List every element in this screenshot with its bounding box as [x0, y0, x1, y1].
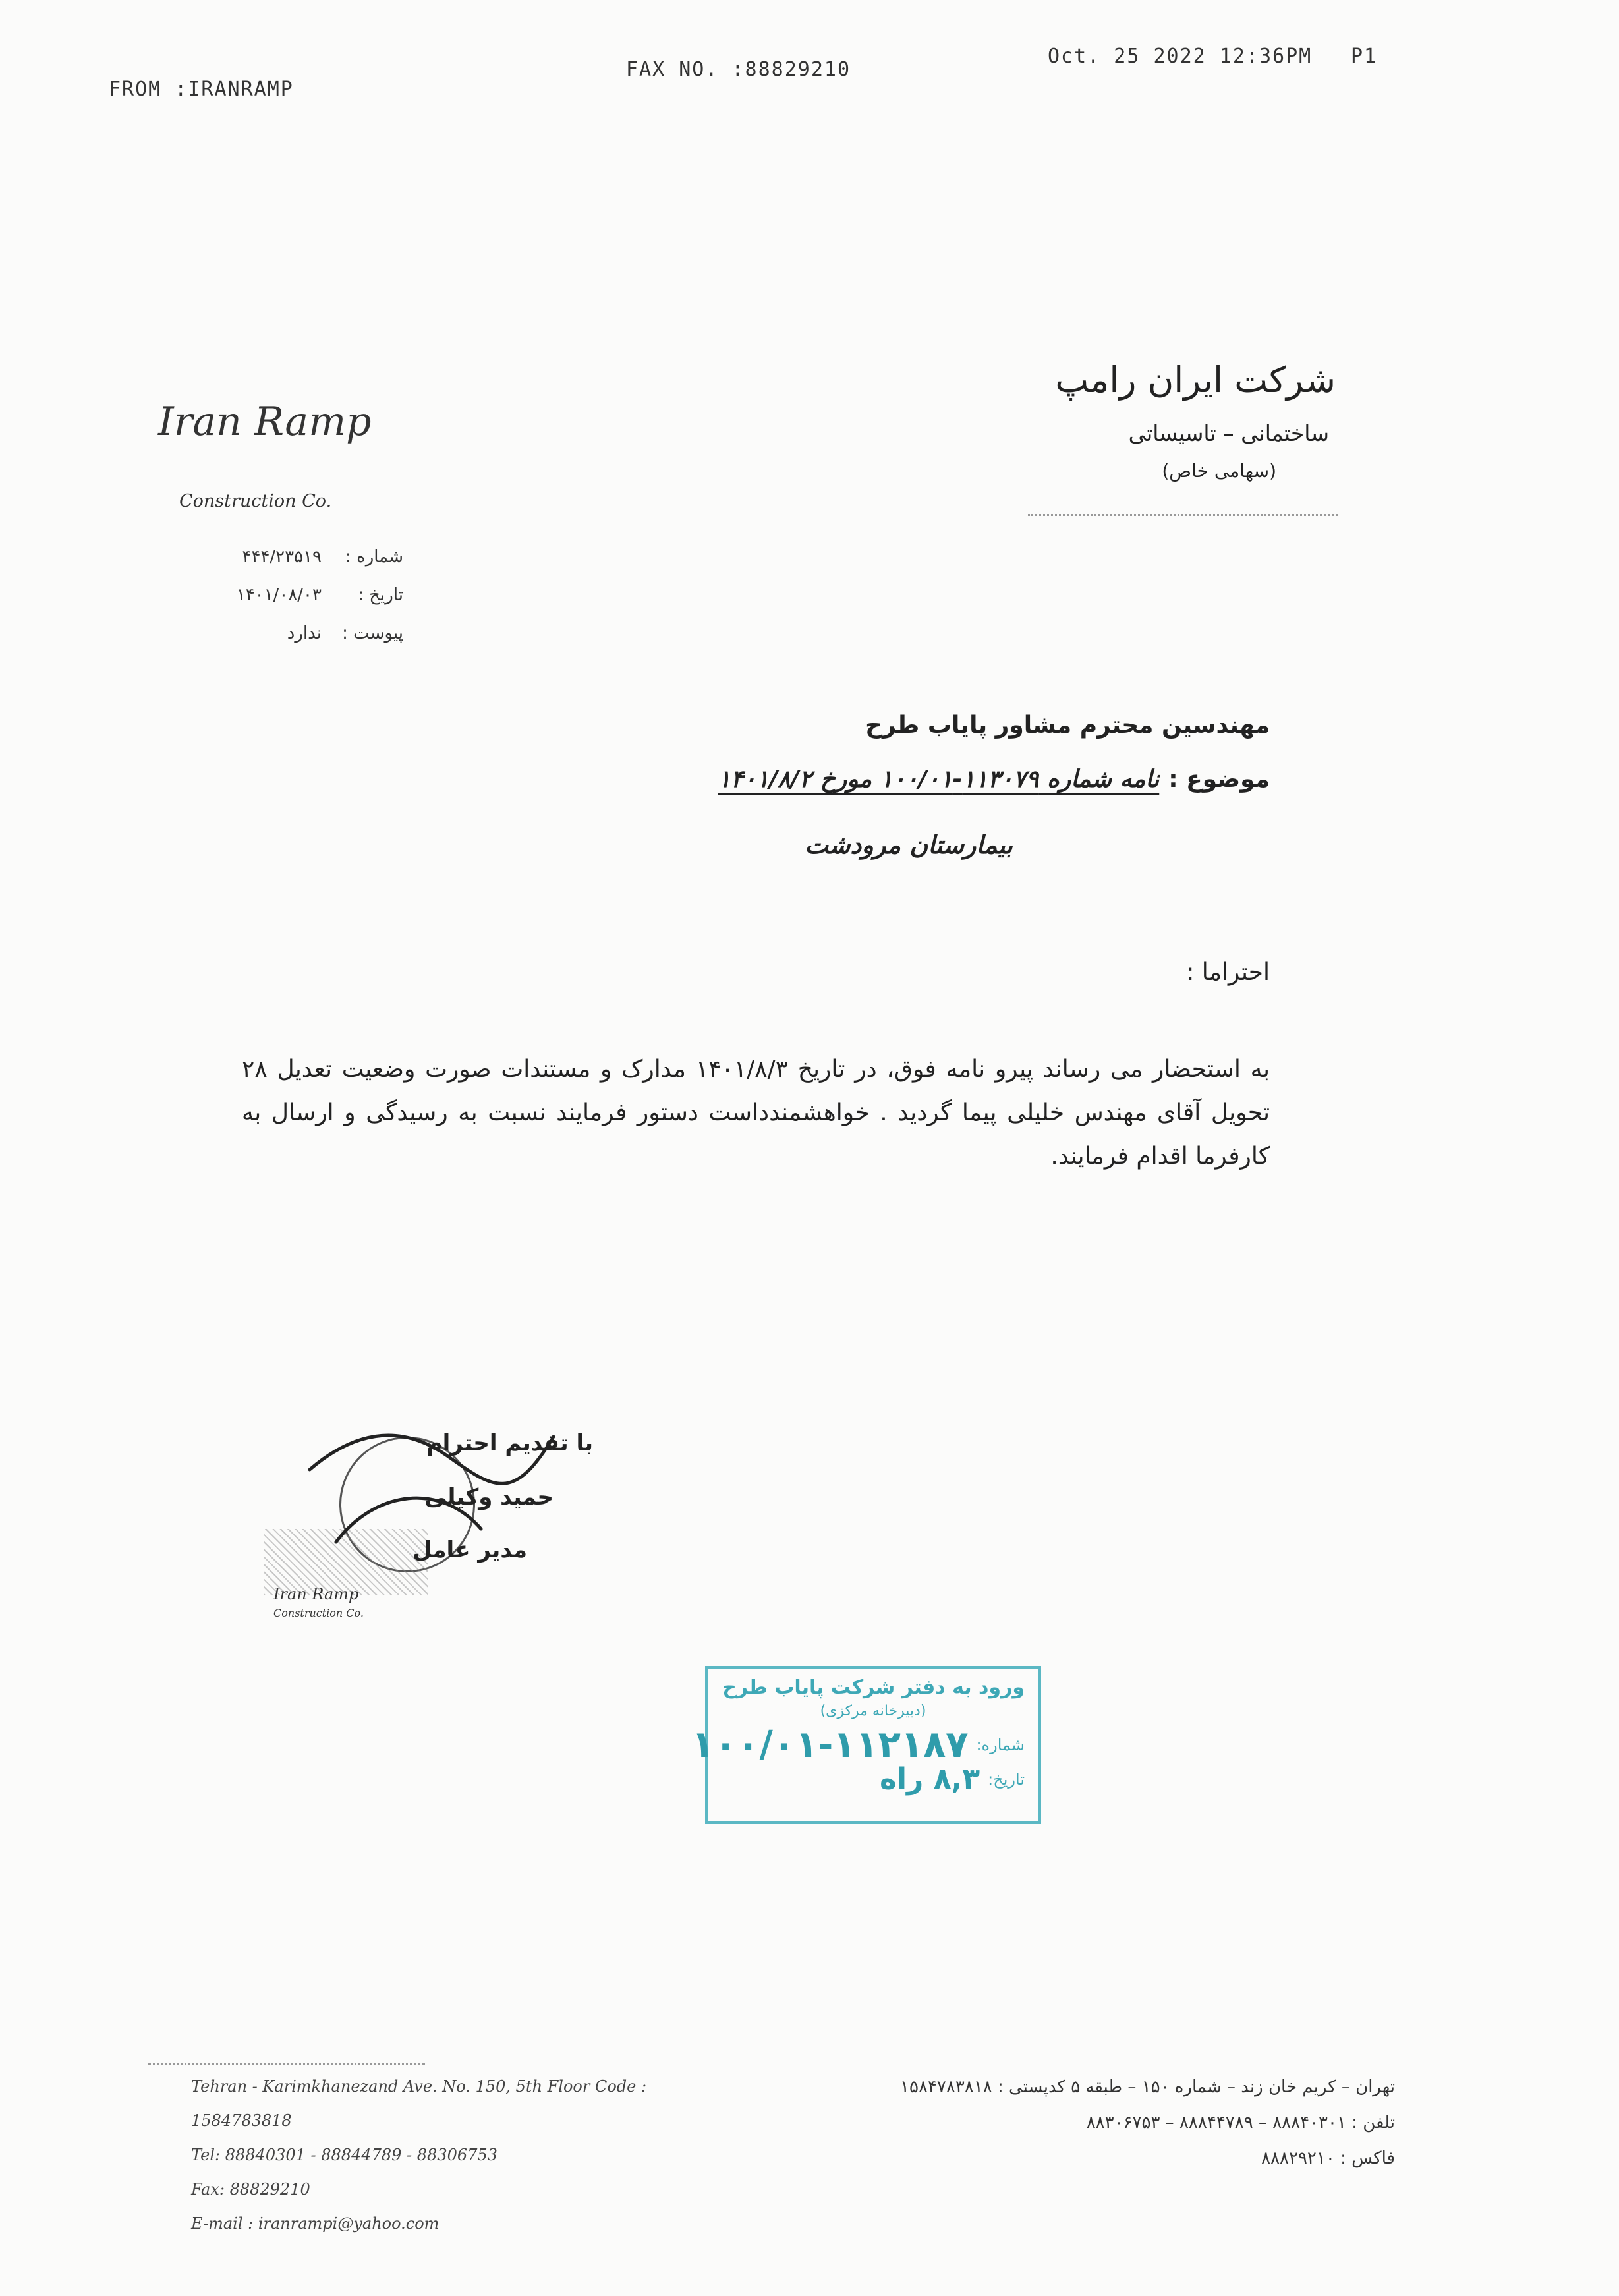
addressee: مهندسین محترم مشاور پایاب طرح — [865, 712, 1270, 739]
meta-attachment-row — [287, 623, 403, 643]
subject-row — [718, 766, 1270, 793]
signature-name: حمید وکیلی — [424, 1484, 554, 1510]
meta-attachment-label: پیوست : — [342, 623, 403, 643]
receipt-stamp — [691, 1666, 1041, 1824]
footer-fa-fax: فاکس : ۸۸۸۲۹۲۱۰ — [1261, 2148, 1395, 2168]
fax-from: FROM :IRANRAMP — [109, 78, 294, 101]
subject-line2: بیمارستان مرودشت — [805, 830, 1013, 859]
stamp-date-label: تاریخ: — [988, 1769, 1025, 1789]
footer-en-tel: Tel: 88840301 - 88844789 - 88306753 — [191, 2146, 497, 2164]
stamp-subtitle: (دبیرخانه مرکزی) — [820, 1703, 926, 1719]
footer-fa-address: تهران – کریم خان زند – شماره ۱۵۰ – طبقه ۵ کدپستی : ۱۵۸۴۷۸۳۸۱۸ — [900, 2077, 1395, 2097]
greeting: احتراما : — [1186, 959, 1270, 986]
footer-fa — [900, 2069, 1395, 2176]
footer-divider-left — [148, 2063, 425, 2065]
footer-en-address: Tehran - Karimkhanezand Ave. No. 150, 5th Floor Code : 1584783818 — [191, 2077, 647, 2130]
meta-date-row — [237, 585, 403, 605]
signature-closing: با تقدیم احترام — [426, 1430, 593, 1456]
letterhead-fa-type: (سهامی خاص) — [1162, 460, 1276, 482]
letterhead-en-sub: Construction Co. — [179, 491, 332, 511]
seal-en-name: Iran Ramp — [273, 1585, 359, 1603]
letterhead-en-name: Iran Ramp — [158, 399, 372, 445]
meta-number-row — [242, 547, 403, 567]
signature-title: مدیر عامل — [412, 1537, 527, 1563]
footer-en-fax: Fax: 88829210 — [191, 2180, 310, 2198]
letter-body: به استحضار می رساند پیرو نامه فوق، در تاریخ ۱۴۰۱/۸/۳ مدارک و مستندات صورت وضعیت تعدیل ۲۸ تحویل آقای مهندس خلیلی پیما گردید . خواهشمندداست دستور فرمایند نسبت به رسیدگی و ارسال به کارفرما اقدام فرمایند. — [242, 1056, 1270, 1170]
signature-block — [264, 1410, 606, 1621]
footer-en-email: E-mail : iranrampi@yahoo.com — [191, 2214, 440, 2233]
meta-date-value: ۱۴۰۱/۰۸/۰۳ — [236, 585, 322, 605]
letterhead-fa-name: شرکت ایران رامپ — [1055, 359, 1336, 401]
stamp-date-row — [722, 1762, 1025, 1796]
fax-page: P1 — [1351, 45, 1378, 68]
subject-value: نامه شماره ۱۱۳۰۷۹-۱۰۰/۰۱ مورخ ۱۴۰۱/۸/۲ — [718, 766, 1160, 793]
letterhead-fa-sub: ساختمانی – تاسیساتی — [1128, 420, 1329, 446]
stamp-date-value: ۸,۳ راه — [880, 1762, 980, 1796]
subject-label: موضوع : — [1168, 766, 1270, 793]
footer-en — [191, 2069, 692, 2241]
seal-en-sub: Construction Co. — [273, 1607, 364, 1619]
stamp-title: ورود به دفتر شرکت پایاب طرح — [722, 1676, 1025, 1699]
meta-attachment-value: ندارد — [287, 623, 322, 643]
stamp-number-value: ۱۰۰/۰۱-۱۱۲۱۸۷ — [691, 1723, 969, 1766]
stamp-number-row — [691, 1723, 1025, 1766]
fax-timestamp: Oct. 25 2022 12:36PM — [1048, 45, 1313, 68]
meta-number-label: شماره : — [345, 547, 403, 567]
fax-number: FAX NO. :88829210 — [626, 58, 851, 81]
meta-number-value: ۴۴۴/۲۳۵۱۹ — [242, 547, 322, 567]
footer-fa-tel: تلفن : ۸۸۸۴۰۳۰۱ – ۸۸۸۴۴۷۸۹ – ۸۸۳۰۶۷۵۳ — [1086, 2113, 1395, 2133]
stamp-number-label: شماره: — [976, 1735, 1025, 1754]
meta-date-label: تاریخ : — [358, 585, 403, 605]
letterhead-divider — [1028, 514, 1338, 516]
